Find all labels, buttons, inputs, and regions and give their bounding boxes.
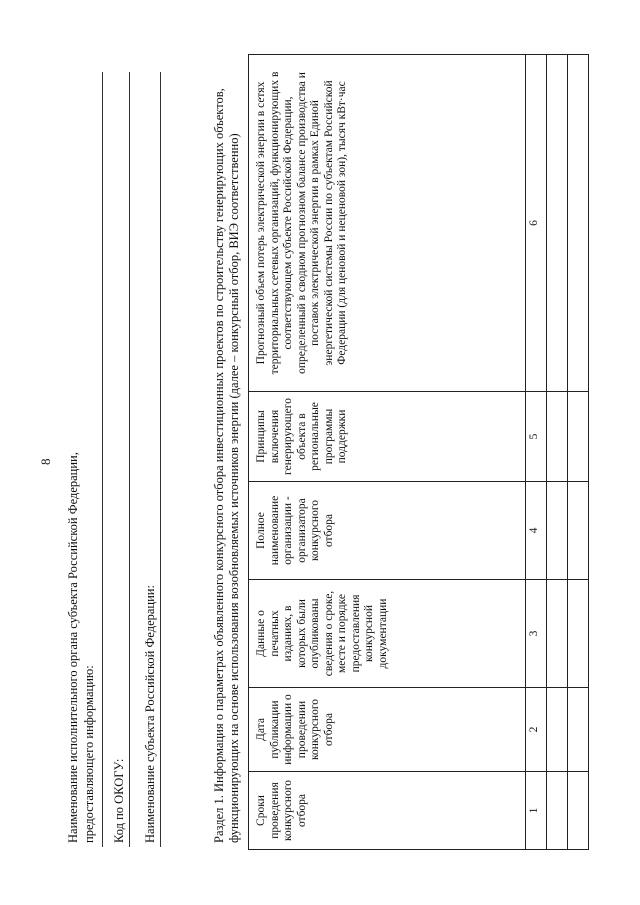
table-cell	[568, 772, 589, 850]
header-cell: Прогнозный объем потерь электрической энергии в сетях территориальных сетевых организаций, функционирующих в соответствующем субъекте Российской Федерации, определенный в сводном прогнозном балансе производства и поставок электрической энергии в рамках Единой энергетической системы России по субъектам Российской Федерации (для ценовой и неценовой зон), тысяч кВт·час	[249, 55, 526, 392]
section-title: Раздел 1. Информация о параметрах объявленного конкурсного отбора инвестиционных проектов по строительству генерирующих объектов, функционирующих на основе использования возобновляемых источников энергии (далее – конкурсный отбор, ВИЭ соответственно)	[212, 88, 241, 843]
competition-parameters-table	[248, 54, 589, 850]
table-cell	[547, 688, 568, 772]
table-cell	[568, 688, 589, 772]
executive-body-label: Наименование исполнительного органа субъекта Российской Федерации, предоставляющего информацию:	[66, 452, 96, 843]
table-row	[568, 55, 589, 850]
header-cell: Полное наименование организации - организатора конкурсного отбора	[249, 482, 526, 580]
subject-label: Наименование субъекта Российской Федерации:	[143, 585, 157, 843]
table-cell	[547, 482, 568, 580]
table-cell	[547, 55, 568, 392]
header-cell: Данные о печатных изданиях, в которых были опубликованы сведения о сроке, месте и порядке предоставления конкурсной документации	[249, 580, 526, 688]
table-cell	[547, 392, 568, 482]
column-number: 5	[526, 392, 547, 482]
okogu-line	[129, 72, 130, 847]
column-number: 6	[526, 55, 547, 392]
subject-line	[160, 72, 161, 847]
table-cell	[568, 482, 589, 580]
column-number-row	[526, 55, 547, 850]
column-number: 4	[526, 482, 547, 580]
column-number: 2	[526, 688, 547, 772]
table-cell	[547, 580, 568, 688]
executive-body-line	[102, 72, 103, 847]
header-cell: Принципы включения генерирующего объекта в региональные программы поддержки	[249, 392, 526, 482]
page-number: 8	[38, 458, 53, 465]
table-header-row	[249, 55, 526, 850]
table-cell	[568, 55, 589, 392]
table-cell	[568, 580, 589, 688]
okogu-label: Код по ОКОГУ:	[112, 758, 126, 843]
table-row	[547, 55, 568, 850]
column-number: 3	[526, 580, 547, 688]
header-cell: Дата публикации информации о проведении конкурсного отбора	[249, 688, 526, 772]
column-number: 1	[526, 772, 547, 850]
table-cell	[568, 392, 589, 482]
header-cell: Сроки проведения конкурсного отбора	[249, 772, 526, 850]
table-cell	[547, 772, 568, 850]
